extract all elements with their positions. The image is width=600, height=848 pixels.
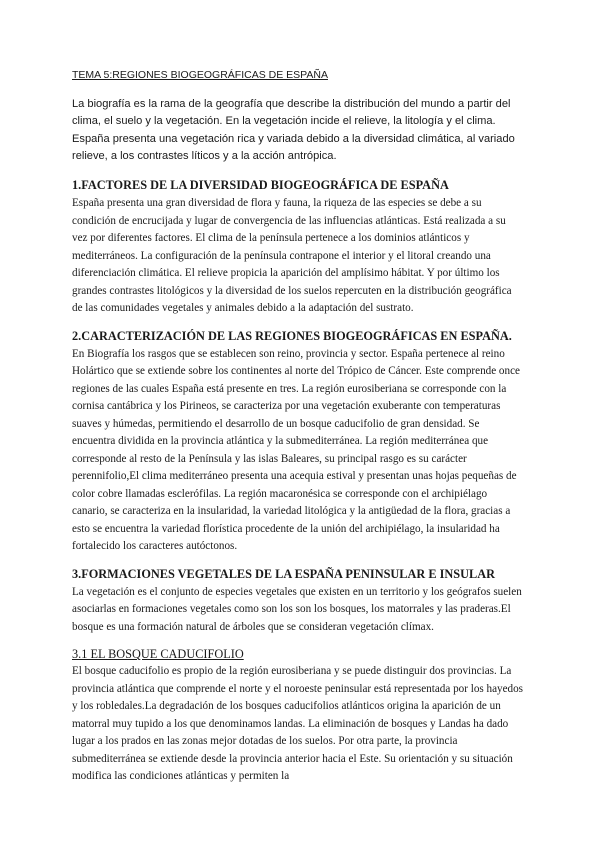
section-body-formaciones: La vegetación es el conjunto de especies vegetales que existen en un territorio y los geógrafos suelen asociarlas en formaciones vegetales como son los son los bosques, los matorrales y las praderas.El bosque es una formación natural de árboles que se consideran vegetación clímax. xyxy=(72,585,522,633)
intro-paragraph: La biografía es la rama de la geografía que describe la distribución del mundo a partir del clima, el suelo y la vegetación. En la vegetación incide el relieve, la litología y el clima. España presenta una vegetación rica y variada debido a la diversidad climática, al variado relieve, a los contrastes líticos y a la acción antrópica. xyxy=(72,98,515,162)
section-body-caracterizacion: En Biografía los rasgos que se establecen son reino, provincia y sector. España pertenece al reino Holártico que se extiende sobre los continentes al norte del Trópico de Cáncer. Este comprende once regiones de las cuales España está presente en tres. La región eurosiberiana se corresponde con la cornisa cantábrica y los Pirineos, se caracteriza por una vegetación exuberante con temperaturas suaves y húmedas, permitiendo el desarrollo de un bosque caducifolio de gran densidad. Se encuentra dividida en la provincia atlántica y la submediterránea. La región mediterránea que corresponde al resto de la Península y las islas Baleares, su principal rasgo es su carácter perennifolio,El clima mediterráneo presenta una acequia estival y presentan unas hojas pequeñas de color cobre llamadas esclerófilas. La región macaronésica se corresponde con el archipiélago canario, se caracteriza en la insularidad, la variedad litológica y la antigüedad de la flora, gracias a esto se encuentra la variedad florística procedente de la unión del archipiélago, la insularidad ha fortalecido los caracteres autóctonos. xyxy=(72,347,520,553)
section-heading-caracterizacion: 2.CARACTERIZACIÓN DE LAS REGIONES BIOGEOGRÁFICAS EN ESPAÑA. xyxy=(72,328,512,343)
document-page xyxy=(72,68,524,797)
section-body-factores: España presenta una gran diversidad de flora y fauna, la riqueza de las especies se debe a su condición de encrucijada y lugar de convergencia de las influencias atlánticas. Está realizada a su vez por diferentes factores. El clima de la península pertenece a los dominios atlánticos y mediterráneos. La configuración de la península contrapone el interior y el litoral creando una diferenciación climática. El relieve propicia la aparición del amplísimo hábitat. Y por último los grandes contrastes litológicos y la diversidad de los suelos repercuten en la distribución geográfica de las comunidades vegetales y animales debido a la adaptación del sustrato. xyxy=(72,197,512,315)
subsection-body-bosque-caducifolio: El bosque caducifolio es propio de la región eurosiberiana y se puede distinguir dos provincias. La provincia atlántica que comprende el norte y el noroeste peninsular está representada por los hayedos y los robledales.La degradación de los bosques caducifolios atlánticos origina la aparición de un matorral muy tupido a los que denominamos landas. La eliminación de bosques y Landas ha dado lugar a los prados en las zonas mejor dotadas de los suelos. Por otra parte, la provincia submediterránea se extiende desde la provincia anterior hacia el Este. Su orientación y su situación modifica las condiciones atlánticas y permiten la xyxy=(72,665,524,783)
document-title: TEMA 5:REGIONES BIOGEOGRÁFICAS DE ESPAÑA xyxy=(72,69,328,81)
section-heading-factores: 1.FACTORES DE LA DIVERSIDAD BIOGEOGRÁFICA DE ESPAÑA xyxy=(72,178,449,193)
section-heading-formaciones: 3.FORMACIONES VEGETALES DE LA ESPAÑA PENINSULAR E INSULAR xyxy=(72,566,495,581)
subsection-heading-bosque-caducifolio: 3.1 EL BOSQUE CADUCIFOLIO xyxy=(72,647,244,662)
